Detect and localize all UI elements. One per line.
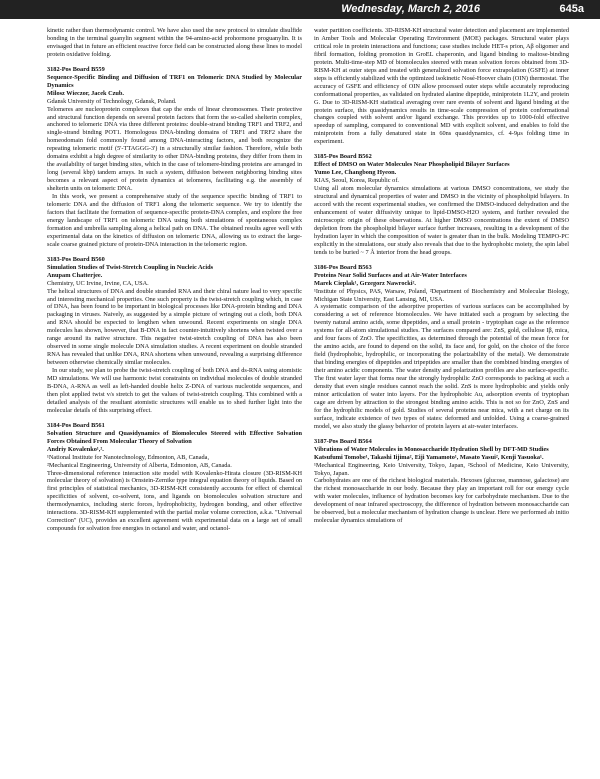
abstract-paragraph: Three-dimensional reference interaction site model with Kovalenko-Hirata closure (3D-RISM-KH molecular theory of solvation) is Ornstein-Zernike type integral equation theory of liquids. Based on first principles of statistical mechanics, 3D-RISM-KH consistently accounts for effect of chemical specificities of solvent, co-solvent, ions, and ligands on biomolecules solvation structure and thermodynamics, including steric forces, hydrophobicity, hydrogen bonding, and other effective interactions. 3D-RISM-KH supplemented with the partial molar volume correction, a.k.a. "Universal Correction" (UC), provides an excellent agreement with experimental data on a large set of small compounds for solvation free energies in octanol and water, and octanol- [47, 469, 302, 533]
abstract-paragraph: A systematic comparison of the adsorptive properties of various surfaces can be accomplished by considering a set of reference biomolecules. We have initiated such a program by selecting the twenty natural amino acids, some dipeptides, and a small protein - tryptophan cage as the reference systems for all-atom simulational studies. The surfaces compared are: ZnS, gold, cellulose Iβ, mica, and four faces of ZnO. The specificities, as determined through the potential of the mean force for the amino acids, are found to depend on the solid, its face and, for gold, on the choice of the force field (hydrophobic, hydrophilic, or incorporating the polarizability of the metal). We demonstrate that binding energies of dipeptides and tripeptides are smaller than the combined binding energies of their amino acidic components. The water density and polarization profiles are also surface-specific. The first water layer that forms near the strongly hydrophilic ZnO corresponds to packing at such a density that even single residues cannot reach the solid. ZnS is more hydrophobic and yields only minor articulation of water into layers. For the hydrophobic Au, adsorption events of tryptophan cage are driven by attraction to the strongest binding amino acids. This is not so for ZnO, ZnS and for the hydrophilic models of gold. Studies of several proteins near mica, with a net charge on its surface, indicate existence of two types of states: deformed and unfolded. Using a coarse-grained model, we also study the glassy behavior of protein layers at air-water interfaces. [314, 303, 569, 430]
abstract-id: 3184-Pos Board B561 [47, 421, 105, 429]
abstract-id: 3183-Pos Board B560 [47, 255, 105, 263]
abstract-affiliation: KIAS, Seoul, Korea, Republic of. [314, 177, 399, 185]
abstract-3182 [47, 66, 302, 249]
abstract-authors: Yumo Lee, Changbong Hyeon. [314, 169, 397, 177]
abstract-affiliation: ¹Institute of Physics, PAS, Warsaw, Poland, ²Department of Biochemistry and Molecular Biology, Michigan State University, East Lansing, MI, USA. [314, 287, 569, 303]
header-date: Wednesday, March 2, 2016 [341, 3, 480, 15]
abstract-affiliation: Gdansk University of Technology, Gdansk, Poland. [47, 97, 177, 105]
abstract-affiliation: Chemistry, UC Irvine, Irvine, CA, USA. [47, 279, 149, 287]
abstract-title: Proteins Near Solid Surfaces and at Air-Water Interfaces [314, 271, 467, 279]
carryover-text: kinetic rather than thermodynamic control. We have also used the new protocol to simulate disulfide bonding in the terminal guanylin segment within the 94-amino-acid prohormone proguanylin. It is envisaged that in future an efficient reactive force field can be constructed along these lines to model protein oxidative folding. [47, 27, 302, 58]
abstract-3183 [47, 256, 302, 415]
abstract-authors: Anupam Chatterjee. [47, 271, 103, 279]
carryover-text: water partition coefficients. 3D-RISM-KH structural water detection and placement are implemented in Amber Tools and Molecular Operating Environment (MOE) packages. Structural water plays critical role in protein interactions and functions; case studies include HET-s prion, Aβ oligomer and fibril formation, folding promotion in GroEL chaperonin, and ligand binding to maltose-binding protein. Multi-time-step MD of biomolecules steered with mean solvation forces obtained from 3D-RISM-KH at outer steps and treated with generalized solvation force extrapolation (GSFE) at inner steps is efficiently stabilized with the optimized isokinetic Nosé-Hoover chain (OIN) thermostat. The accuracy of GSFE and efficiency of OIN allow processed outer steps while accurately reproducing conformational properties, as validated on hydrated alanine dipeptide, miniprotein 1L2Y, and protein G. Due to 3D-RISM-KH statistical averaging over rare events of solvent and ligand binding at the protein surface, this quasidynamics results in time-scale compression of protein conformational changes coupled with solvent and/or ligand exchange. This provides up to 1000-fold effective speedup of sampling, compared to conventional MD with explicit solvent, and enables to fold the miniprotein from a fully denatured state in 60ns quasidynamics, cf. 4-9μs folding time in experiment. [314, 27, 569, 146]
abstract-paragraph: Using all atom molecular dynamics simulations at various DMSO concentrations, we study the structural and dynamical properties of water and DMSO in the vicinity of phospholipid bilayers. In accord with the recent experimental studies, we confirmed the DMSO-induced dehydration and the enhancement of water diffusivity unique to lipid-DMSO-H2O system, and further revealed the microscopic origin of these observations. At higher DMSO concentrations the extent of DMSO depletion from the phospholipid bilayer surface further increases, resulting in a development of the hydration layer in which the composition of water is greater than in the bulk. Modeling TEMPO-PC explicitly in the simulations, our study also reveals that due to the hydrophobic moiety, the spin label tends to be buried ~ 7 Å interior from the head groups. [314, 185, 569, 256]
abstract-authors: Andriy Kovalenko¹,². [47, 445, 104, 453]
abstract-id: 3187-Pos Board B564 [314, 437, 372, 445]
abstract-authors: Marek Cieplak¹, Grzegorz Nawrocki². [314, 279, 416, 287]
abstract-paragraph: The helical structures of DNA and double stranded RNA and their chiral nature lead to very specific and interesting mechanical properties. One such property is the twist-stretch coupling which, in case of DNA, has been found to be important in biological processes like DNA-protein binding and DNA packaging in viruses. Naively, as suggested by a simple picture of wringing out a cloth, both DNA and RNA should be expected to lengthen when unwound. Recent experiments on single DNA molecules has shown, however, that B-DNA in fact counter-intuitively shortens when twisted over a range around its native structure. This negative twist-stretch coupling of DNA has also been observed in some single molecule DNA simulation studies. A recent experiment on double stranded RNA has revealed that unlike DNA, RNA shortens when unwound, revealing a surprising difference between otherwise chemically similar molecules. [47, 287, 302, 367]
right-column [314, 27, 569, 772]
abstract-id: 3182-Pos Board B559 [47, 65, 105, 73]
page-header [0, 0, 600, 19]
abstract-authors: Milosz Wieczor, Jacek Czub. [47, 89, 125, 97]
abstract-authors: Katsufumi Tomobe¹, Takashi Iijima², Eiji Yamamoto¹, Masato Yasui², Kenji Yasuoka¹. [314, 453, 544, 461]
abstract-paragraph: In our study, we plan to probe the twist-stretch coupling of both DNA and ds-RNA using atomistic MD simulations. We will use harmonic twist constraints on individual molecules of double stranded B-DNA, A-RNA as well as left-handed double helix Z-DNA of various nucleotide sequences, and then plot applied twist v/s stretch to get the values of twist-stretch coupling. This combined with a detailed analysis of the resultant atomistic structures will enable us to shed further light into the molecular details of this surprising effect. [47, 367, 302, 414]
abstract-paragraph: Carbohydrates are one of the richest biological materials. Hexoses (glucose, mannose, galactose) are the richest monosaccharide in our body. Because they play an important roll for our energy cycle with water molecules, influence of hydration becomes key for carbohydrate mechanism. Due to the development of near infrared spectroscopy, the difference of hydration between monosaccharide can be observed, but a molecular mechanism of hydration change is unclear. Here we performed ab initio molecular dynamics simulations of [314, 477, 569, 525]
abstract-title: Vibrations of Water Molecules in Monosaccharide Hydration Shell by DFT-MD Studies [314, 445, 549, 453]
abstract-paragraph: In this work, we present a comprehensive study of the sequence specific binding of TRF1 to telomeric DNA and the diffusion of TRF1 along the telomeric sequence. We try to identify the factors that facilitate the formation of sequence-specific protein-DNA complex, and explore the free energy landscape of TRF1 on telomeric DNA using both simulations of spontaneous complex formation and umbrella sampling along a helical path on DNA. The obtained results agree well with experimental data on the kinetics of diffusion on telomeric DNA, allowing us to extract the large-scale coarse grained picture of protein-DNA interaction in the telomeric region. [47, 193, 302, 248]
abstract-affiliation: ¹National Institute for Nanotechnology, Edmonton, AB, Canada, [47, 453, 210, 461]
page-number: 645a [559, 3, 584, 15]
abstract-title: Simulation Studies of Twist-Stretch Coupling in Nucleic Acids [47, 263, 214, 271]
abstract-affiliation: ¹Mechanical Engineering, Keio University, Tokyo, Japan, ²School of Medicine, Keio University, Tokyo, Japan. [314, 461, 569, 477]
abstract-3184 [47, 422, 302, 533]
abstract-id: 3185-Pos Board B562 [314, 153, 372, 161]
abstract-title: Sequence-Specific Binding and Diffusion of TRF1 on Telomeric DNA Studied by Molecular Dynamics [47, 73, 302, 89]
abstract-3186 [314, 264, 569, 431]
abstract-paragraph: Telomeres are nucleoprotein complexes that cap the ends of linear chromosomes. Their protective and structural function depends on several protein factors that form the so-called shelterin complex, anchored to telomeric DNA via three different proteins: double-strand binding TRF1 and TRF2, and single-strand binding POT1. Homologous DNA-binding domains of TRF1 and TRF2 share the homeodomain fold commonly found among DNA-interacting factors, and both recognize the repeating telomeric motif (5'-TTAGGG-3') in a structurally similar fashion. Therefore, while both domains exhibit a high degree of similarity to other DNA-binding proteins, they differ from them in the availability of target binding sites, which in the case of telomere-binding proteins are arranged in long (several kbp) tandem arrays. In such a system, diffusion between neighboring binding sites becomes a relevant aspect of protein dynamics at telomeres, facilitating e.g. the assembly of shelterin units on telomeric DNA. [47, 105, 302, 193]
abstract-title: Effect of DMSO on Water Molecules Near Phospholipid Bilayer Surfaces [314, 161, 510, 169]
abstract-3185 [314, 153, 569, 256]
abstract-id: 3186-Pos Board B563 [314, 263, 372, 271]
abstract-affiliation: ²Mechanical Engineering, University of Alberta, Edmonton, AB, Canada. [47, 461, 232, 469]
abstract-title: Solvation Structure and Quasidynamics of Biomolecules Steered with Effective Solvation Forces Obtained From Molecular Theory of Solvation [47, 429, 302, 445]
left-column [47, 27, 302, 772]
abstract-3187 [314, 438, 569, 525]
